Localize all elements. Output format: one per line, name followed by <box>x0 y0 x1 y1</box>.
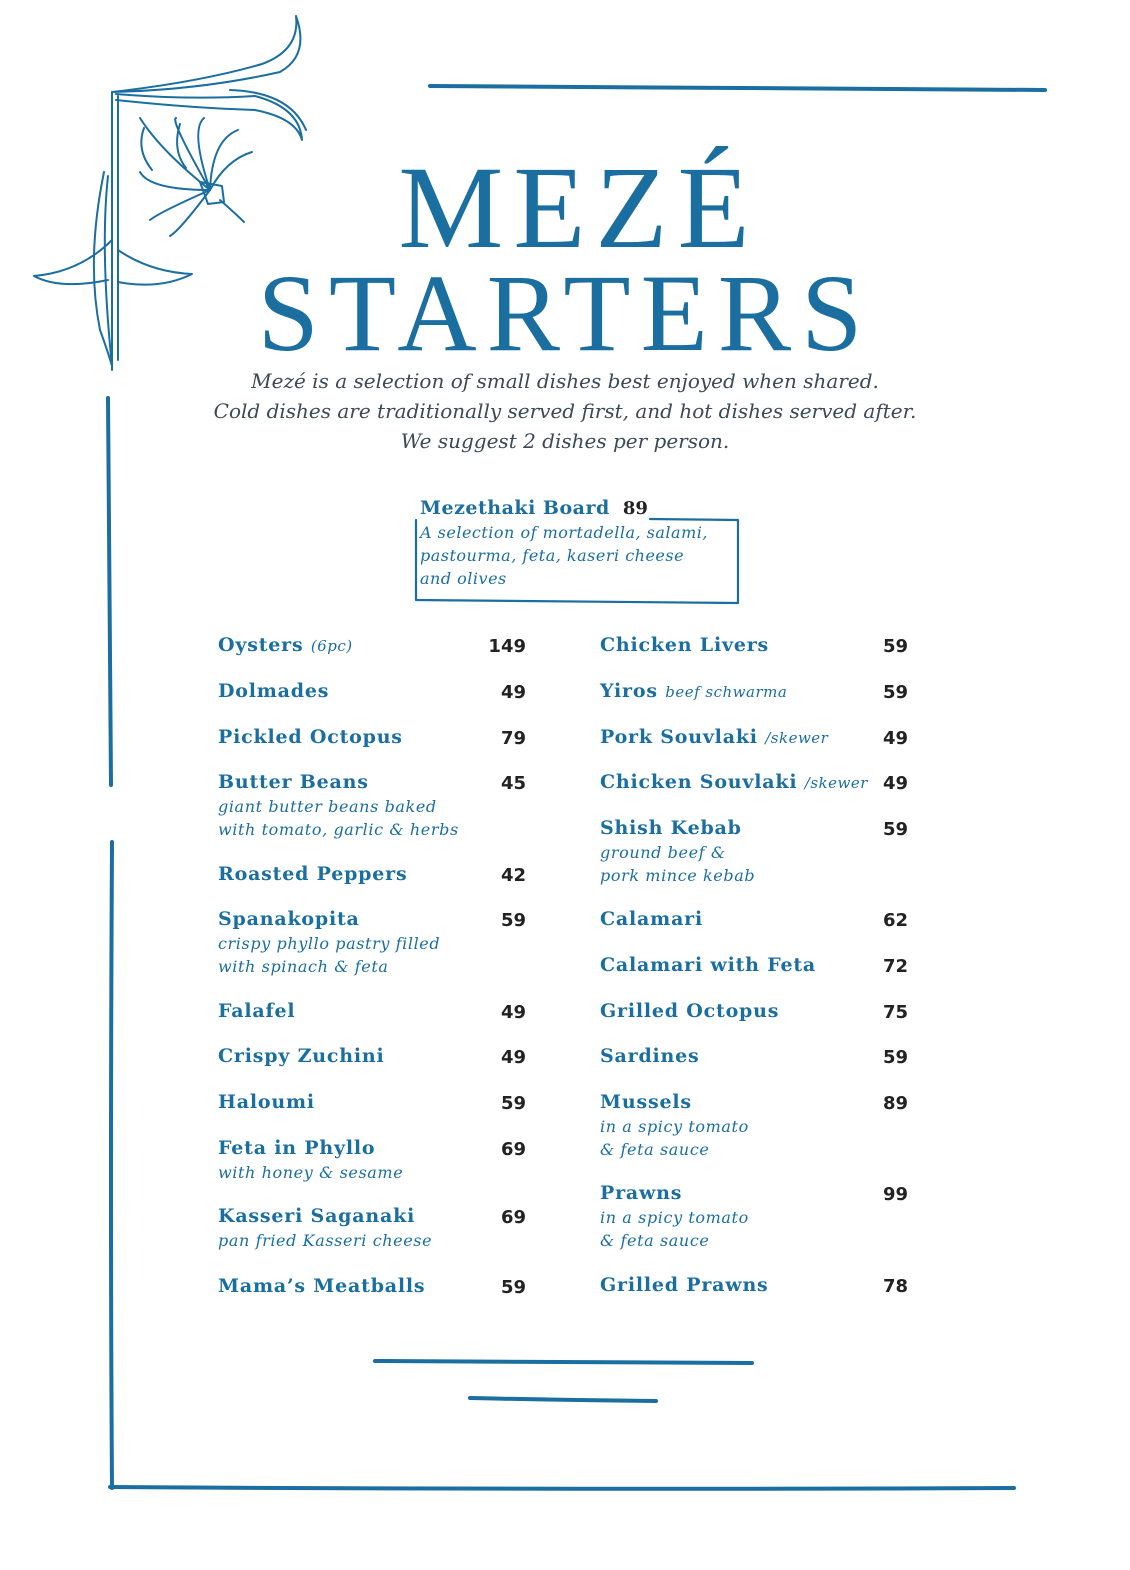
menu-item <box>600 1272 912 1312</box>
menu-item <box>218 1089 530 1135</box>
item-desc-line: ground beef & <box>600 843 726 862</box>
board-price: 89 <box>622 498 648 519</box>
item-name: Oysters <box>218 634 304 656</box>
item-name: Chicken Souvlaki <box>600 771 798 793</box>
item-price: 59 <box>882 819 908 840</box>
divider-line-1 <box>375 1361 752 1363</box>
item-price: 79 <box>500 728 526 749</box>
item-name: Kasseri Saganaki <box>218 1205 416 1227</box>
frame-left-lower-line <box>111 842 112 1488</box>
menu-item <box>600 724 912 769</box>
menu-item <box>600 1043 912 1089</box>
intro-line: Mezé is a selection of small dishes best enjoyed when shared. <box>251 369 879 393</box>
item-name: Crispy Zuchini <box>218 1045 385 1067</box>
item-price: 49 <box>882 773 908 794</box>
item-price: 89 <box>882 1093 908 1114</box>
item-price: 42 <box>500 865 526 886</box>
board-description <box>420 521 750 590</box>
item-name: Falafel <box>218 1000 296 1022</box>
item-price: 59 <box>882 636 908 657</box>
item-price: 45 <box>500 773 526 794</box>
item-name: Sardines <box>600 1045 700 1067</box>
menu-item <box>218 861 530 906</box>
item-name: Pork Souvlaki <box>600 726 758 748</box>
item-desc-line: in a spicy tomato <box>600 1117 749 1136</box>
item-desc-line: in a spicy tomato <box>600 1208 749 1227</box>
intro-text <box>0 366 1130 456</box>
item-name: Feta in Phyllo <box>218 1137 376 1159</box>
item-name: Roasted Peppers <box>218 863 408 885</box>
item-name: Mama’s Meatballs <box>218 1275 426 1297</box>
menu-item <box>600 678 912 724</box>
frame-top-line <box>430 86 1045 90</box>
item-name: Dolmades <box>218 680 330 702</box>
frame-bottom-line <box>110 1487 1014 1489</box>
menu-item <box>218 1273 530 1313</box>
item-desc-line: with honey & sesame <box>218 1163 404 1182</box>
menu-item <box>600 632 912 678</box>
item-name: Shish Kebab <box>600 817 742 839</box>
item-note: /skewer <box>804 774 868 792</box>
menu-item <box>600 1089 912 1180</box>
menu-item <box>218 906 530 998</box>
item-name: Prawns <box>600 1182 683 1204</box>
menu-item <box>600 815 912 906</box>
item-price: 49 <box>500 1047 526 1068</box>
menu-item <box>600 998 912 1043</box>
menu-item <box>218 1043 530 1089</box>
item-note: (6pc) <box>310 637 353 655</box>
menu-item <box>600 906 912 952</box>
item-name: Butter Beans <box>218 771 369 793</box>
item-price: 69 <box>500 1139 526 1160</box>
item-price: 69 <box>500 1207 526 1228</box>
menu-column-right <box>600 632 912 1312</box>
item-price: 72 <box>882 956 908 977</box>
item-desc-line: pork mince kebab <box>600 866 756 885</box>
item-desc-line: pan fried Kasseri cheese <box>218 1231 433 1250</box>
menu-item <box>218 724 530 769</box>
menu-item <box>600 769 912 815</box>
item-price: 75 <box>882 1002 908 1023</box>
mezethaki-board <box>420 497 750 590</box>
item-name: Pickled Octopus <box>218 726 403 748</box>
item-price: 59 <box>882 1047 908 1068</box>
item-price: 78 <box>882 1276 908 1297</box>
item-name: Chicken Livers <box>600 634 770 656</box>
item-name: Grilled Octopus <box>600 1000 780 1022</box>
item-name: Calamari <box>600 908 704 930</box>
item-name: Calamari with Feta <box>600 954 817 976</box>
item-name: Spanakopita <box>218 908 360 930</box>
item-price: 149 <box>488 636 526 657</box>
item-desc-line: giant butter beans baked <box>218 797 437 816</box>
item-name: Grilled Prawns <box>600 1274 769 1296</box>
board-desc-line: and olives <box>420 569 507 588</box>
item-desc-line: & feta sauce <box>600 1231 710 1250</box>
title-line-1: MEZÉ <box>398 142 760 273</box>
item-desc-line: & feta sauce <box>600 1140 710 1159</box>
frame-left-upper-line <box>108 398 111 785</box>
item-price: 59 <box>500 1093 526 1114</box>
divider-line-2 <box>470 1398 656 1401</box>
item-price: 99 <box>882 1184 908 1205</box>
item-price: 59 <box>882 682 908 703</box>
item-price: 49 <box>500 682 526 703</box>
menu-item <box>218 1135 530 1203</box>
board-desc-line: A selection of mortadella, salami, <box>420 523 708 542</box>
item-desc-line: crispy phyllo pastry filled <box>218 934 441 953</box>
item-note: beef schwarma <box>665 683 788 701</box>
item-desc-line: with tomato, garlic & herbs <box>218 820 459 839</box>
menu-item <box>218 1203 530 1273</box>
menu-item <box>218 678 530 724</box>
item-name: Haloumi <box>218 1091 315 1113</box>
item-price: 62 <box>882 910 908 931</box>
board-name: Mezethaki Board <box>420 497 610 519</box>
intro-line: Cold dishes are traditionally served first, and hot dishes served after. <box>213 399 917 423</box>
menu-item <box>218 769 530 861</box>
item-price: 59 <box>500 1277 526 1298</box>
board-desc-line: pastourma, feta, kaseri cheese <box>420 546 685 565</box>
menu-item <box>218 998 530 1043</box>
item-name: Mussels <box>600 1091 692 1113</box>
intro-line: We suggest 2 dishes per person. <box>400 429 730 453</box>
menu-item <box>600 1180 912 1272</box>
title-line-2: STARTERS <box>257 252 873 374</box>
item-note: /skewer <box>765 729 829 747</box>
item-desc-line: with spinach & feta <box>218 957 389 976</box>
menu-column-left <box>218 632 530 1313</box>
item-price: 49 <box>882 728 908 749</box>
menu-item <box>218 632 530 678</box>
item-name: Yiros <box>600 680 658 702</box>
item-price: 59 <box>500 910 526 931</box>
menu-item <box>600 952 912 998</box>
item-price: 49 <box>500 1002 526 1023</box>
